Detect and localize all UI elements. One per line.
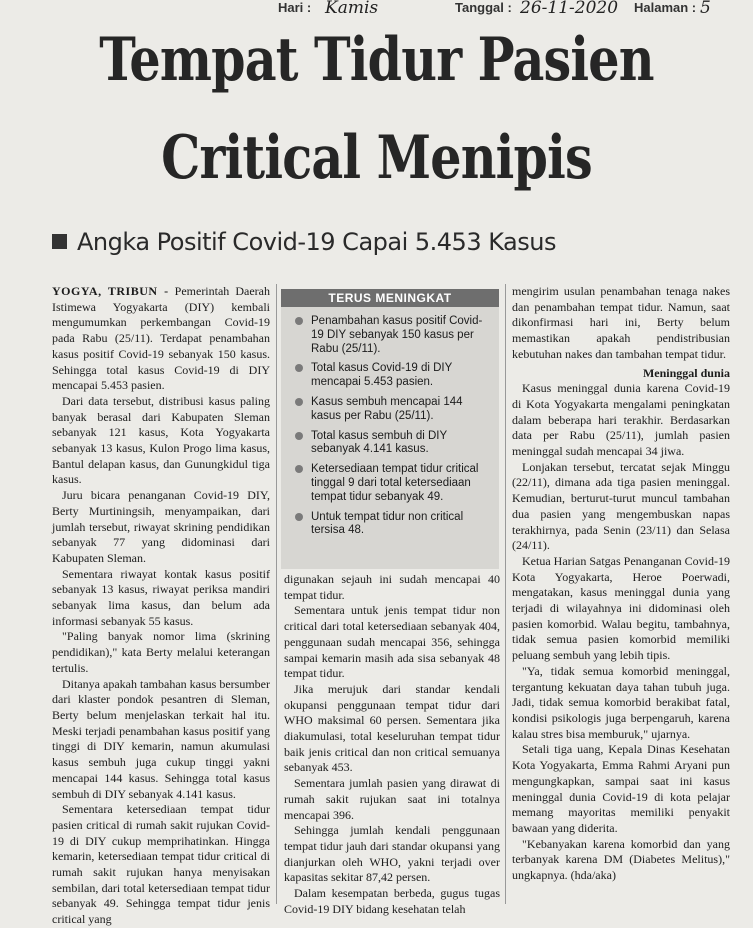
headline-line-1: Tempat Tidur Pasien <box>99 25 654 95</box>
article-paragraph <box>52 802 270 928</box>
article-paragraph <box>52 488 270 567</box>
column-rule <box>505 284 506 904</box>
paragraph-text: mengirim usulan penambahan tenaga nakes dan penambahan tempat tidur. Namun, saat dikonfirmasi hari ini, Berty belum memastikan apakah pendistribusian kebutuhan nakes dan tambahan tempat tidur. <box>512 284 730 361</box>
article-paragraph <box>512 742 730 836</box>
paragraph-text: Dalam kesempatan berbeda, gugus tugas Covid-19 DIY bidang kesehatan telah <box>284 886 500 916</box>
paragraph-text: Juru bicara penanganan Covid-19 DIY, Berty Murtiningsih, menyampaikan, dari jumlah tersebut, riwayat skrining pendidikan sebanyak 77 yang didominasi dari Kabupaten Sleman. <box>52 488 270 565</box>
subhead <box>52 228 556 256</box>
highlight-item-text: Kasus sembuh mencapai 144 kasus per Rabu (25/11). <box>311 395 463 422</box>
hari-label: Hari : <box>278 0 312 15</box>
paragraph-text: Lonjakan tersebut, tercatat sejak Minggu (22/11), dimana ada tiga pasien meninggal. Kemudian, berturut-turut muncul tambahan dua pasien yang mengembuskan napas terakhirnya, pada Senin (23/11) dan Selasa (24/11). <box>512 459 730 553</box>
bullet-icon <box>295 513 303 521</box>
highlight-box-title: TERUS MENINGKAT <box>281 289 499 307</box>
paragraph-text: "Ya, tidak semua komorbid meninggal, tergantung kekuatan daya tahan tubuh juga. Jadi, tidak semua komorbid berakibat fatal, kondisi psikologis juga berpengaruh, karena kalau stres bisa memburuk," ujarnya. <box>512 663 730 741</box>
article-paragraph <box>52 284 270 394</box>
article-paragraph <box>284 886 500 917</box>
halaman-label: Halaman : <box>634 0 697 15</box>
highlight-item <box>295 511 493 539</box>
article-paragraph <box>284 823 500 886</box>
article-paragraph <box>52 629 270 676</box>
article-column-3 <box>512 284 730 904</box>
paragraph-text: digunakan sejauh ini sudah mencapai 40 tempat tidur. <box>284 572 500 602</box>
tanggal-value: 26-11-2020 <box>520 0 619 18</box>
article-paragraph <box>512 664 730 743</box>
paragraph-text: Dari data tersebut, distribusi kasus paling banyak berasal dari Kabupaten Sleman sebanyak 121 kasus, Kota Yogyakarta sebanyak 13 kasus, Kulon Progo lima kasus, Bantul delapan kasus, dan Gunungkidul tiga kasus. <box>52 393 270 487</box>
highlight-item-text: Ketersediaan tempat tidur critical tinggal 9 dari total ketersediaan tempat tidur sebanyak 49. <box>311 463 479 503</box>
bullet-icon <box>295 465 303 473</box>
paragraph-text: Sementara riwayat kontak kasus positif sebanyak 13 kasus, riwayat periksa mandiri sebanyak lima kasus, dan belum ada informasi sebanyak 55 kasus. <box>52 566 270 628</box>
highlight-item-text: Total kasus Covid-19 di DIY mencapai 5.453 pasien. <box>311 362 453 389</box>
paragraph-text: "Kebanyakan karena komorbid dan yang terbanyak karena DM (Diabetes Melitus)," ungkapnya. (hda/aka) <box>512 836 730 883</box>
paragraph-text: "Paling banyak nomor lima (skrining pendidikan)," kata Berty melalui keterangan tertulis. <box>52 629 270 675</box>
hari-value: Kamis <box>325 0 379 18</box>
paragraph-text: Sehingga jumlah kendali penggunaan tempat tidur jauh dari standar okupansi yang dianjurkan oleh WHO, yakni terjadi over kapasitas sekitar 87,42 persen. <box>284 823 500 885</box>
article-paragraph <box>52 394 270 488</box>
section-subtitle: Meninggal dunia <box>642 365 730 380</box>
article-paragraph <box>284 682 500 776</box>
article-paragraph <box>52 567 270 630</box>
article-paragraph <box>512 284 730 363</box>
article-paragraph <box>512 381 730 460</box>
bullet-icon <box>295 364 303 372</box>
column-rule <box>276 284 277 904</box>
article-paragraph <box>512 554 730 664</box>
paragraph-text: Pemerintah Daerah Istimewa Yogyakarta (DIY) kembali mengumumkan perkembangan Covid-19 pada Rabu (25/11). Terdapat penambahan kasus positif Covid-19 sebanyak 150 kasus. Sehingga total kasus Covid-19 di DIY mencapai 5.453 pasien. <box>52 284 270 393</box>
paragraph-text: Ketua Harian Satgas Penanganan Covid-19 Kota Yogyakarta, Heroe Poerwadi, mengatakan, kasus meninggal dunia yang terjadi di wilayahnya ini didominasi oleh pasien komorbid. Walau begitu, tambahnya, tidak semua pasien komorbid memiliki peluang sembuh yang lebih tipis. <box>512 553 730 663</box>
bullet-icon <box>295 432 303 440</box>
article-paragraph <box>284 572 500 603</box>
highlight-item <box>295 463 493 504</box>
article-paragraph <box>512 837 730 884</box>
bullet-icon <box>295 317 303 325</box>
highlight-item <box>295 315 493 356</box>
clipping-header <box>0 0 753 18</box>
highlight-item-text: Total kasus sembuh di DIY sebanyak 4.141 kasus. <box>311 429 447 456</box>
dateline: YOGYA, TRIBUN - <box>52 284 169 298</box>
paragraph-text: Sementara jumlah pasien yang dirawat di rumah sakit rujukan saat ini totalnya mencapai 396. <box>284 776 500 822</box>
article-paragraph <box>512 460 730 554</box>
highlight-list <box>281 307 499 538</box>
halaman-value: 5 <box>700 0 711 18</box>
highlight-item-text: Penambahan kasus positif Covid-19 DIY sebanyak 150 kasus per Rabu (25/11). <box>311 315 483 355</box>
highlight-item <box>295 362 493 390</box>
article-column-1 <box>52 284 270 927</box>
square-bullet-icon <box>52 234 67 249</box>
paragraph-text: Setali tiga uang, Kepala Dinas Kesehatan Kota Yogyakarta, Emma Rahmi Aryani pun mengungkapkan, sampai saat ini kasus meninggal dunia Covid-19 di kota pelajar memang mayoritas memiliki penyakit bawaan yang diderita. <box>512 742 730 835</box>
headline-line-2: Critical Menipis <box>161 123 592 193</box>
article-column-2 <box>284 572 500 916</box>
paragraph-text: Sementara ketersediaan tempat tidur pasien critical di rumah sakit rujukan Covid-19 di DIY cukup memprihatinkan. Hingga kemarin, ketersediaan tempat tidur critical di rumah sakit rujukan hanya menyisakan sembilan, dari total ketersediaan tempat tidur sebanyak 49. Sehingga tempat tidur jenis critical yang <box>52 802 270 927</box>
subhead-text: Angka Positif Covid-19 Capai 5.453 Kasus <box>77 228 556 256</box>
article-paragraph <box>284 603 500 682</box>
bullet-icon <box>295 398 303 406</box>
article-paragraph <box>284 776 500 823</box>
article-paragraph <box>52 677 270 803</box>
paragraph-text: Ditanya apakah tambahan kasus bersumber dari klaster pondok pesantren di Sleman, Berty belum menjelaskan terkait hal itu. Meski terjadi penambahan kasus positif yang tinggi di DIY kemarin, namun akumulasi kasus sembuh juga cukup tinggi yakni mencapai 144 kasus. Sehingga total kasus sembuh di DIY sebanyak 4.141 kasus. <box>52 676 270 801</box>
highlight-box <box>281 289 499 569</box>
paragraph-text: Sementara untuk jenis tempat tidur non critical dari total ketersediaan sebanyak 404, penggunaan sudah mencapai 356, sehingga sampai kemarin masih ada sisa sebanyak 48 tempat tidur. <box>284 603 500 681</box>
paragraph-text: Jika merujuk dari standar kendali okupansi penggunaan tempat tidur dari WHO maksimal 60 persen. Sementara jika diakumulasi, total keseluruhan tempat tidur baik jenis critical dan non critical semuanya sebanyak 453. <box>284 681 500 775</box>
tanggal-label: Tanggal : <box>455 0 512 15</box>
highlight-item <box>295 430 493 458</box>
highlight-item <box>295 396 493 424</box>
paragraph-text: Kasus meninggal dunia karena Covid-19 di Kota Yogyakarta mengalami peningkatan dalam beberapa hari terakhir. Berdasarkan data per Rabu (25/11), jumlah pasien meninggal sudah mencapai 34 jiwa. <box>512 381 730 459</box>
highlight-item-text: Untuk tempat tidur non critical tersisa 48. <box>311 510 464 537</box>
